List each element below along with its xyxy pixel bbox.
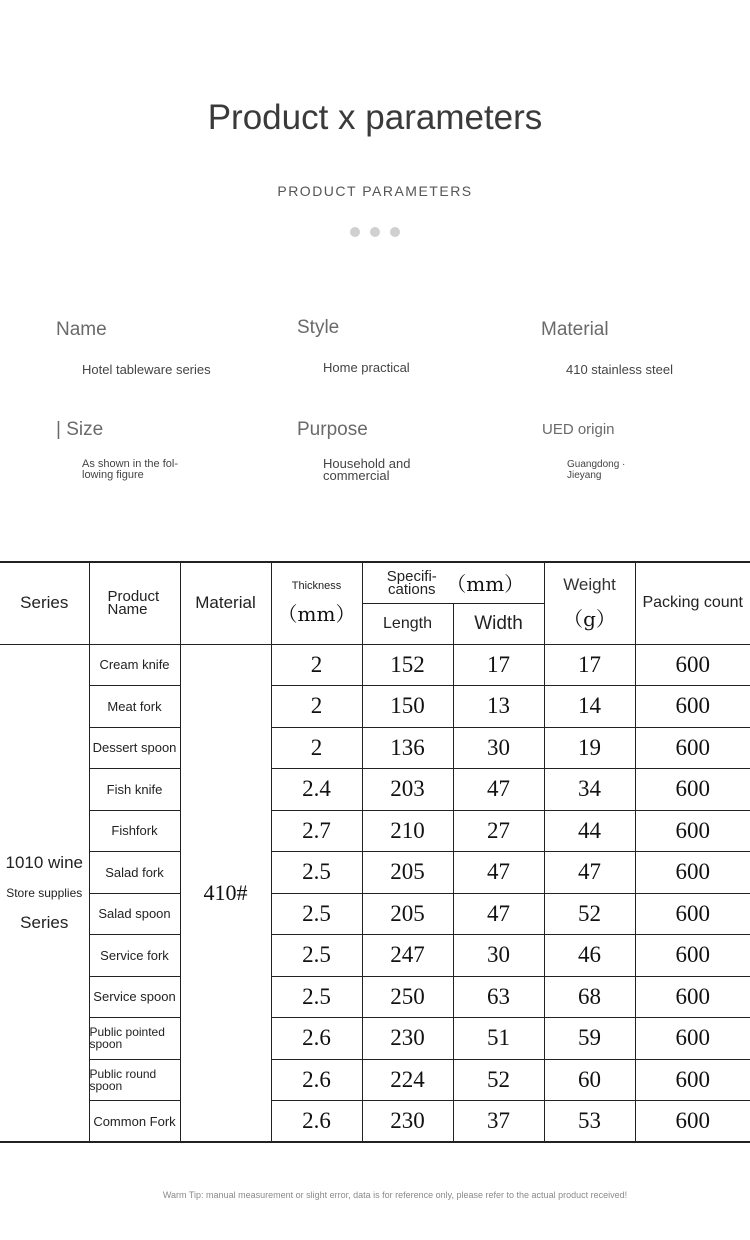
weight-cell: 52 [544,893,635,935]
param-material-value: 410 stainless steel [566,362,673,377]
product-name-cell: Public pointed spoon [89,1018,180,1060]
header-packing-count: Packing count [635,562,750,644]
table-row [0,976,750,1018]
length-cell: 152 [362,644,453,686]
material-cell: 410# [180,644,271,1142]
param-name-label: Name [56,319,107,340]
thickness-cell: 2.6 [271,1018,362,1060]
packing-cell: 600 [635,976,750,1018]
table-row [0,644,750,686]
table-row [0,1018,750,1060]
product-name-cell: Fishfork [89,810,180,852]
packing-cell: 600 [635,935,750,977]
header-thickness-unit: （mm） [277,601,356,626]
packing-cell: 600 [635,1018,750,1060]
param-purpose-value: Household and commercial [323,456,411,483]
header-specifications-label: Specifi-cations [386,567,437,598]
table-row [0,1059,750,1101]
length-cell: 203 [362,769,453,811]
thickness-cell: 2.4 [271,769,362,811]
packing-cell: 600 [635,1101,750,1143]
weight-cell: 47 [544,852,635,894]
dot-icon [350,227,360,237]
packing-cell: 600 [635,893,750,935]
product-name-cell: Common Fork [89,1101,180,1143]
thickness-cell: 2.7 [271,810,362,852]
width-cell: 47 [453,893,544,935]
table-row [0,727,750,769]
width-cell: 63 [453,976,544,1018]
table-row [0,686,750,728]
product-name-cell: Fish knife [89,769,180,811]
thickness-cell: 2 [271,686,362,728]
thickness-cell: 2.5 [271,976,362,1018]
series-cell [0,644,89,1142]
width-cell: 27 [453,810,544,852]
page-title: Product x parameters [207,98,543,137]
product-name-cell: Public round spoon [89,1059,180,1101]
param-name-value: Hotel tableware series [82,362,211,377]
length-cell: 150 [362,686,453,728]
length-cell: 224 [362,1059,453,1101]
length-cell: 205 [362,893,453,935]
param-style-label: Style [297,317,340,338]
header-specifications-unit: （mm） [446,572,525,597]
length-cell: 136 [362,727,453,769]
weight-cell: 46 [544,935,635,977]
length-cell: 205 [362,852,453,894]
weight-cell: 68 [544,976,635,1018]
length-cell: 247 [362,935,453,977]
table-row [0,893,750,935]
product-name-cell: Salad fork [89,852,180,894]
length-cell: 230 [362,1018,453,1060]
thickness-cell: 2.6 [271,1059,362,1101]
width-cell: 47 [453,852,544,894]
header-weight [544,562,635,644]
thickness-cell: 2.5 [271,852,362,894]
param-origin-value: Guangdong · Jieyang [567,459,626,481]
series-line-3: Series [20,912,69,932]
length-cell: 250 [362,976,453,1018]
weight-cell: 34 [544,769,635,811]
param-size-value: As shown in the fol-lowing figure [82,458,178,481]
thickness-cell: 2.5 [271,893,362,935]
weight-cell: 17 [544,644,635,686]
weight-cell: 59 [544,1018,635,1060]
header-weight-unit: （g） [563,606,616,631]
product-name-cell: Salad spoon [89,893,180,935]
width-cell: 30 [453,935,544,977]
weight-cell: 44 [544,810,635,852]
thickness-cell: 2 [271,644,362,686]
parameters-table [0,561,750,1143]
width-cell: 47 [453,769,544,811]
param-size-label: | Size [56,419,104,440]
width-cell: 17 [453,644,544,686]
dot-icon [390,227,400,237]
header-product-name: Product Name [89,562,180,644]
thickness-cell: 2.6 [271,1101,362,1143]
header-series: Series [0,562,89,644]
series-line-2: Store supplies [6,885,83,900]
table-row [0,935,750,977]
product-name-cell: Service fork [89,935,180,977]
param-purpose-label: Purpose [297,419,368,440]
packing-cell: 600 [635,1059,750,1101]
weight-cell: 60 [544,1059,635,1101]
product-name-cell: Service spoon [89,976,180,1018]
dots-decoration [350,227,401,237]
header-thickness [271,562,362,644]
table-row [0,810,750,852]
packing-cell: 600 [635,810,750,852]
param-material-label: Material [541,319,609,340]
header-material: Material [180,562,271,644]
param-style-value: Home practical [323,360,410,375]
weight-cell: 53 [544,1101,635,1143]
weight-cell: 14 [544,686,635,728]
packing-cell: 600 [635,769,750,811]
length-cell: 230 [362,1101,453,1143]
page-subtitle: PRODUCT PARAMETERS [277,183,473,199]
warm-tip: Warm Tip: manual measurement or slight error, data is for reference only, please refer to the actual product received! [162,1190,628,1200]
width-cell: 52 [453,1059,544,1101]
header-length: Length [362,603,453,644]
length-cell: 210 [362,810,453,852]
dot-icon [370,227,380,237]
table-row [0,852,750,894]
product-name-cell: Dessert spoon [89,727,180,769]
thickness-cell: 2.5 [271,935,362,977]
thickness-cell: 2 [271,727,362,769]
weight-cell: 19 [544,727,635,769]
packing-cell: 600 [635,852,750,894]
packing-cell: 600 [635,727,750,769]
product-name-cell: Meat fork [89,686,180,728]
header-specifications [362,562,544,603]
param-origin-label: UED origin [542,421,615,438]
width-cell: 13 [453,686,544,728]
table-row [0,1101,750,1143]
header-weight-label: Weight [563,574,616,594]
width-cell: 51 [453,1018,544,1060]
header-width: Width [453,603,544,644]
width-cell: 37 [453,1101,544,1143]
table-row [0,769,750,811]
header-thickness-label: Thickness [291,579,342,592]
width-cell: 30 [453,727,544,769]
packing-cell: 600 [635,686,750,728]
product-name-cell: Cream knife [89,644,180,686]
packing-cell: 600 [635,644,750,686]
series-line-1: 1010 wine [5,852,83,872]
